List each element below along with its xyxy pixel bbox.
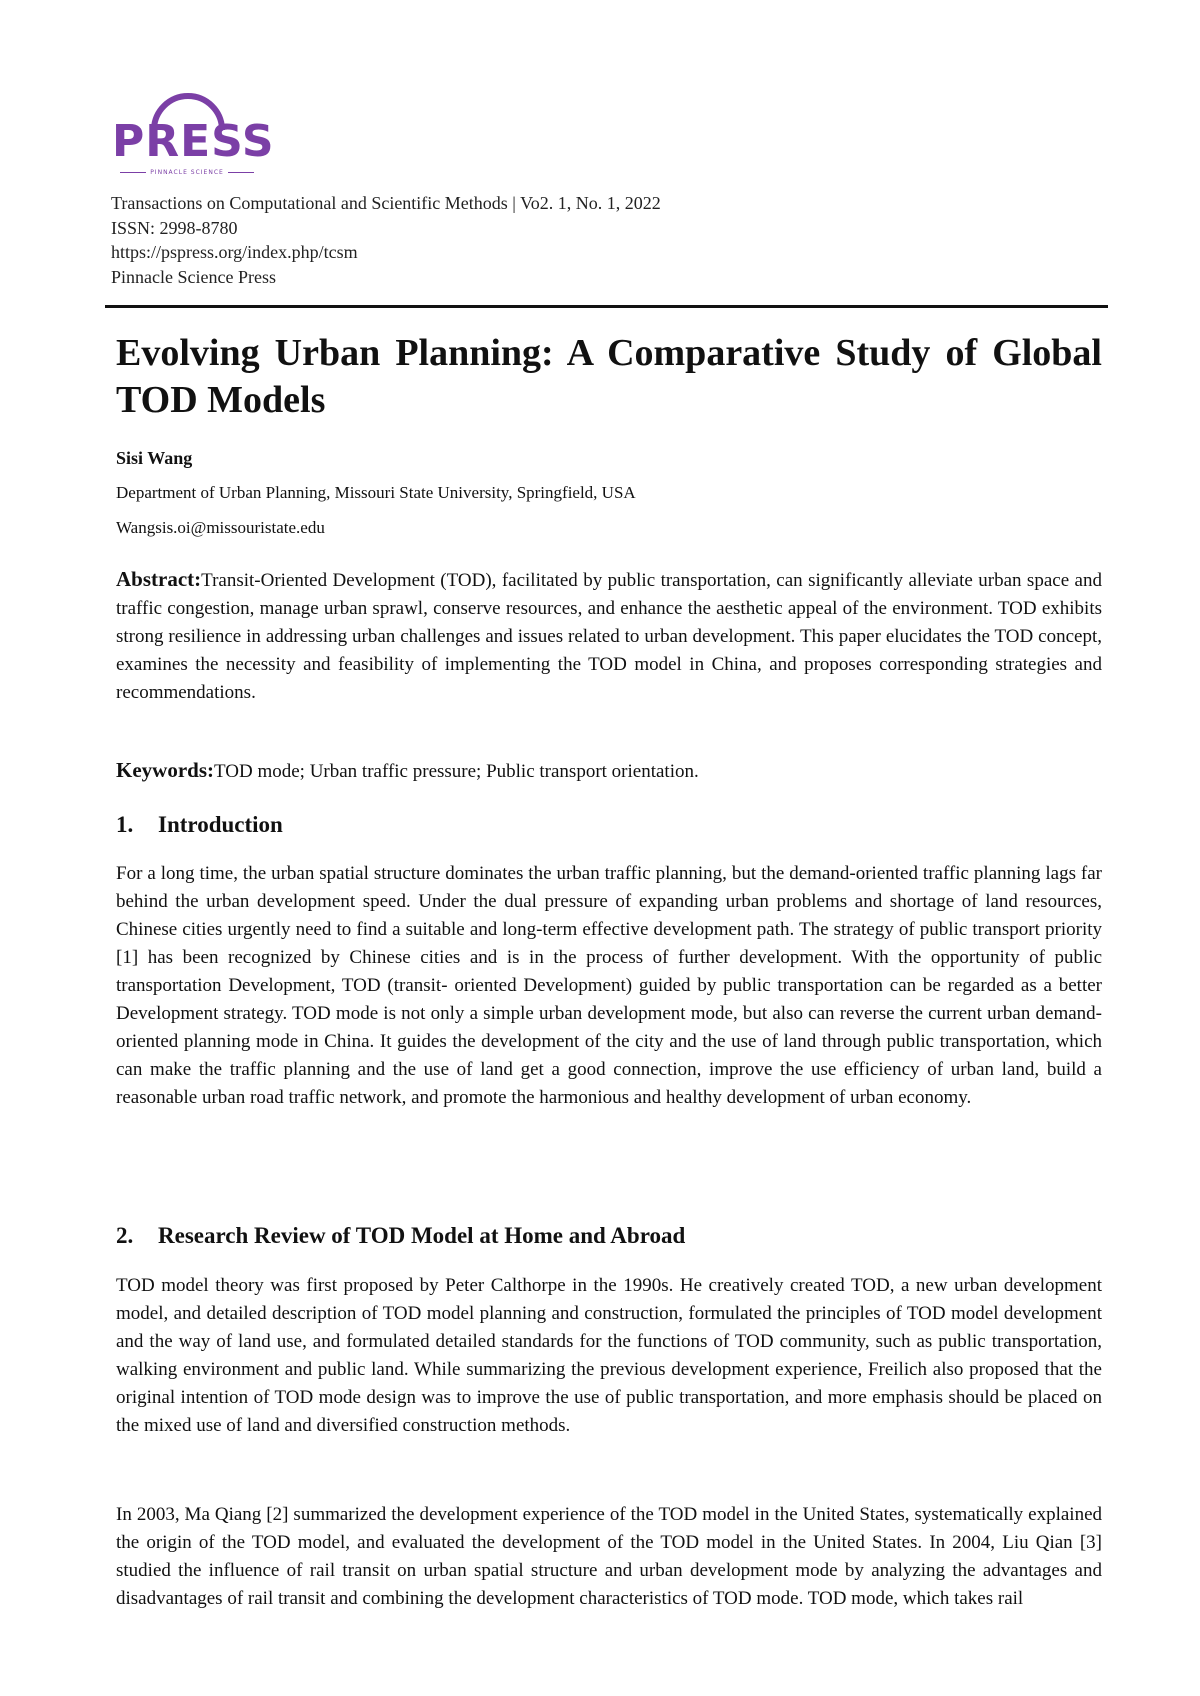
author-name: Sisi Wang	[116, 448, 193, 468]
section-title: Introduction	[158, 812, 283, 837]
abstract	[116, 565, 1102, 707]
publisher-name: Pinnacle Science Press	[111, 266, 276, 287]
keywords	[116, 756, 1102, 786]
author-affiliation: Department of Urban Planning, Missouri State University, Springfield, USA	[116, 483, 636, 502]
journal-url[interactable]: https://pspress.org/index.php/tcsm	[111, 242, 358, 262]
journal-meta	[111, 191, 661, 289]
body-paragraph: For a long time, the urban spatial structure dominates the urban traffic planning, but the demand-oriented traffic planning lags far behind the urban development speed. Under the dual pressure of expanding urban problems and shortage of land resources, Chinese cities urgently need to find a suitable and long-term effective development path. The strategy of public transport priority [1] has been recognized by Chinese cities and is in the process of further development. With the opportunity of public transportation Development, TOD (transit- oriented Development) guided by public transportation can be regarded as a better Development strategy. TOD mode is not only a simple urban development mode, but also can reverse the current urban demand-oriented planning mode in China. It guides the development of the city and the use of land through public transportation, which can make the traffic planning and the use of land get a good connection, improve the use efficiency of urban land, build a reasonable urban road traffic network, and promote the harmonious and healthy development of urban economy.	[116, 863, 1102, 1108]
logo-wordmark: PRESS	[112, 116, 275, 167]
issn: ISSN: 2998-8780	[111, 217, 238, 238]
keywords-text: TOD mode; Urban traffic pressure; Public transport orientation.	[214, 761, 699, 782]
abstract-text: Transit-Oriented Development (TOD), facilitated by public transportation, can significantly alleviate urban space and traffic congestion, manage urban sprawl, conserve resources, and enhance the aesthetic appeal of the environment. TOD exhibits strong resilience in addressing urban challenges and issues related to urban development. This paper elucidates the TOD concept, examines the necessity and feasibility of implementing the TOD model in China, and proposes corresponding strategies and recommendations.	[116, 570, 1102, 703]
section-number: 2.	[116, 1223, 134, 1248]
header-rule	[105, 305, 1108, 308]
journal-line: Transactions on Computational and Scientific Methods | Vo2. 1, No. 1, 2022	[111, 193, 661, 213]
body-paragraph: TOD model theory was first proposed by Peter Calthorpe in the 1990s. He creatively created TOD, a new urban development model, and detailed description of TOD model planning and construction, formulated the principles of TOD model development and the way of land use, and formulated detailed standards for the functions of TOD community, such as public transportation, walking environment and public land. While summarizing the previous development experience, Freilich also proposed that the original intention of TOD mode design was to improve the use of public transportation, and more emphasis should be placed on the mixed use of land and diversified construction methods.	[116, 1275, 1102, 1436]
keywords-label: Keywords:	[116, 758, 214, 782]
section-heading-introduction	[116, 812, 283, 838]
publisher-logo	[112, 90, 275, 182]
section-heading-research-review	[116, 1223, 685, 1249]
section-title: Research Review of TOD Model at Home and Abroad	[158, 1223, 686, 1248]
section-number: 1.	[116, 812, 134, 837]
author-email[interactable]: Wangsis.oi@missouristate.edu	[116, 518, 325, 537]
paper-title: Evolving Urban Planning: A Comparative Study of Global TOD Models	[116, 332, 1102, 421]
body-paragraph: In 2003, Ma Qiang [2] summarized the development experience of the TOD model in the United States, systematically explained the origin of the TOD model, and evaluated the development of the TOD model in the United States. In 2004, Liu Qian [3] studied the influence of rail transit on urban spatial structure and urban development mode by analyzing the advantages and disadvantages of rail transit and combining the development characteristics of TOD mode. TOD mode, which takes rail	[116, 1504, 1102, 1609]
abstract-label: Abstract:	[116, 567, 202, 591]
logo-tagline: PINNACLE SCIENCE	[112, 170, 262, 176]
